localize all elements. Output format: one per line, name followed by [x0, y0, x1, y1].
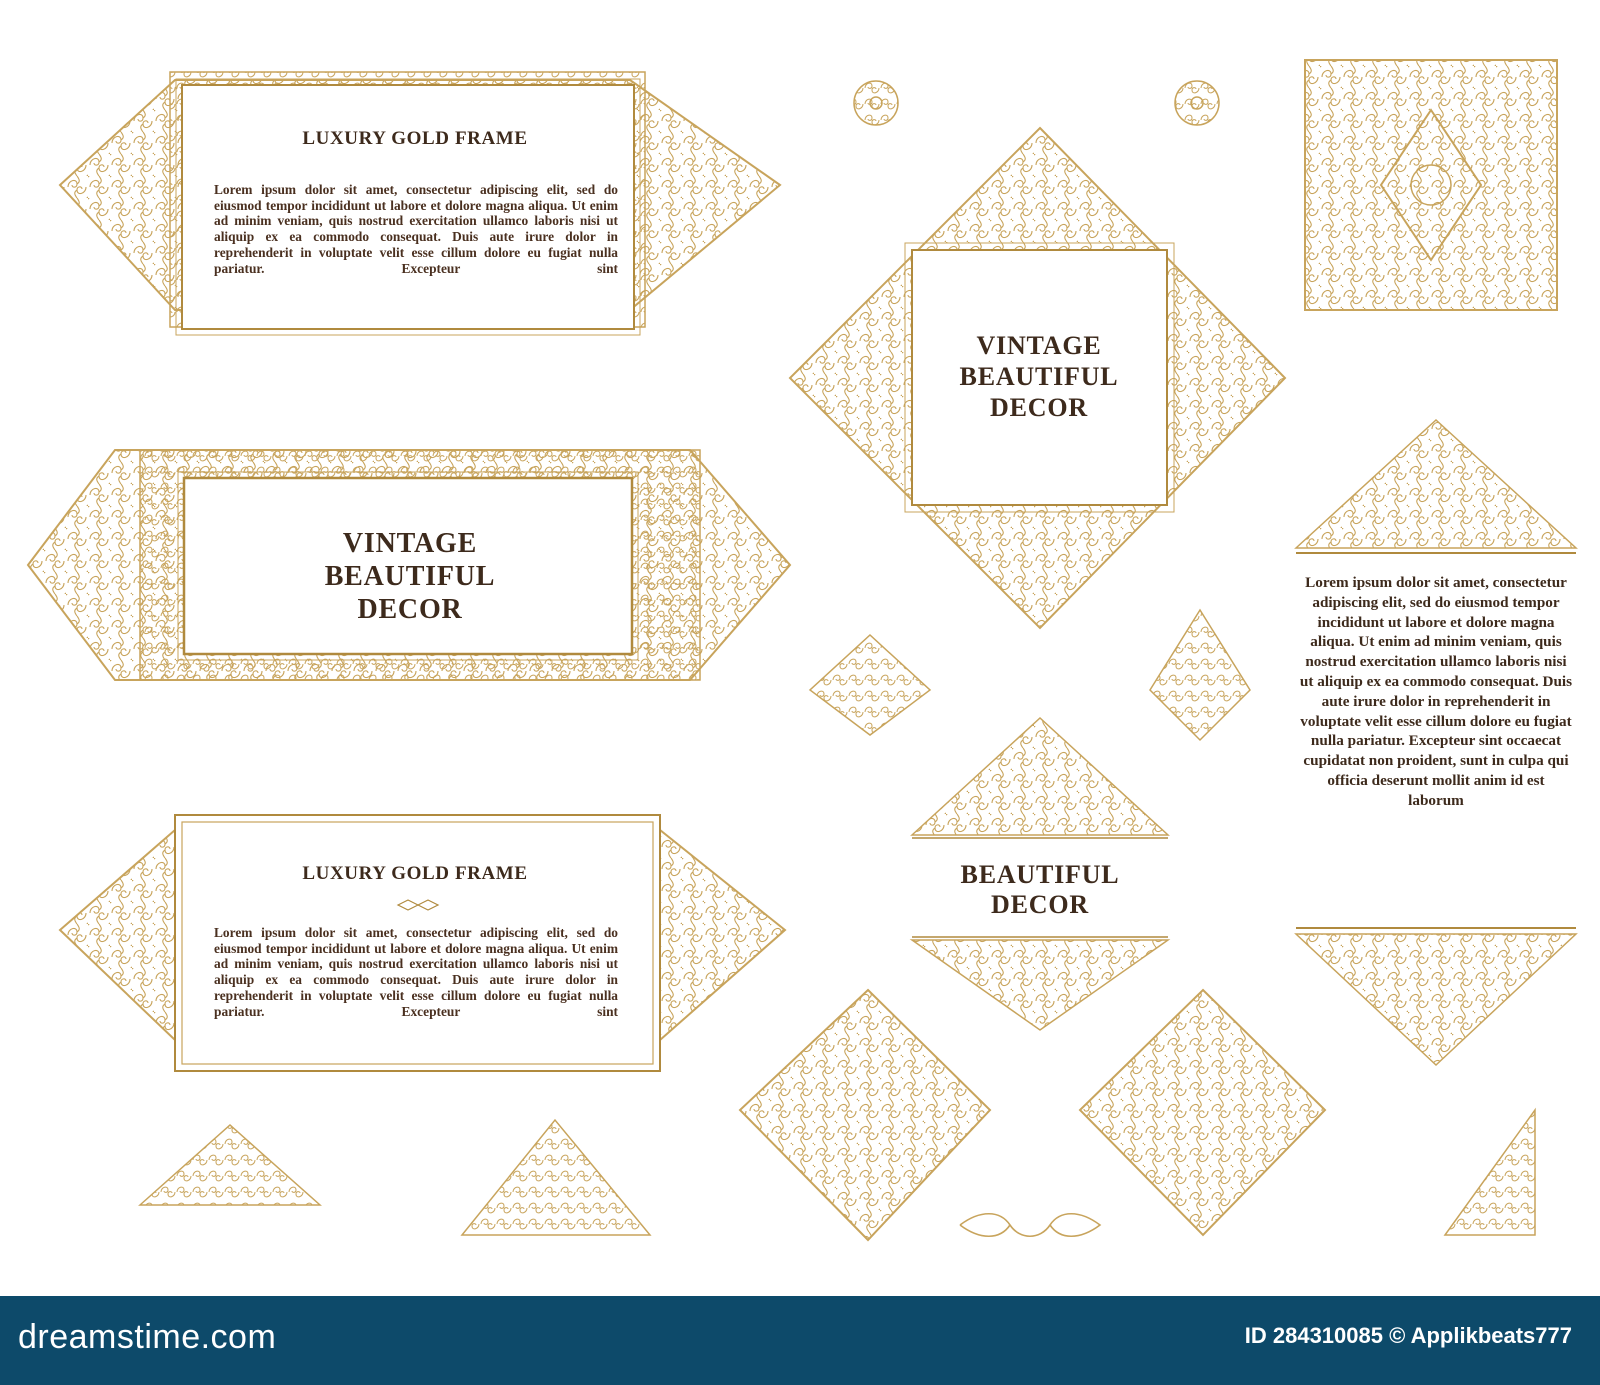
rosette-ornament-1 — [854, 81, 898, 125]
footer-bar — [0, 1296, 1600, 1385]
frame5-title-line1: BEAUTIFUL — [960, 860, 1120, 889]
frame2-title — [250, 527, 570, 626]
frame4-title-line2: BEAUTIFUL — [959, 362, 1119, 391]
frame5-title — [920, 860, 1160, 920]
column-body-text: Lorem ipsum dolor sit amet, consectetur adipiscing elit, sed do eiusmod tempor incididunt ut labore et dolore magna aliqua. Ut enim ad minim veniam, quis nostrud exercitation ullamco laboris nisi ut aliquip ex ea commodo consequat. Duis aute irure dolor in reprehenderit in voluptate velit esse cillum dolore eu fugiat nulla pariatur. Excepteur sint occaecat cupidatat non proident, sunt in culpa qui officia deserunt mollit anim id est laborum — [1299, 574, 1573, 809]
frame3-title: LUXURY GOLD FRAME — [302, 863, 528, 884]
frame3-body: Lorem ipsum dolor sit amet, consectetur adipiscing elit, sed do eiusmod tempor incididunt ut labore et dolore magna aliqua. Ut enim ad minim veniam, quis nostrud exercitation ullamco laboris nisi ut aliquip ex ea commodo consequat. Duis aute irure dolor in reprehenderit in voluptate velit esse cillum dolore eu fugiat nulla pariatur. Excepteur sint — [214, 925, 618, 1019]
frame1-title: LUXURY GOLD FRAME — [302, 128, 528, 149]
frame2-title-line2: BEAUTIFUL — [324, 561, 496, 592]
rosette-ornament-2 — [1175, 81, 1219, 125]
corner-ornament-2 — [462, 1120, 650, 1235]
frame2-title-line1: VINTAGE — [342, 528, 478, 559]
motif-ornament-2 — [1150, 610, 1250, 740]
diamond-ornament-1 — [740, 990, 990, 1240]
frame4-title-line3: DECOR — [990, 393, 1088, 422]
square-tile-ornament — [1305, 60, 1557, 310]
frame1-body: Lorem ipsum dolor sit amet, consectetur adipiscing elit, sed do eiusmod tempor incididunt ut labore et dolore magna aliqua. Ut enim ad minim veniam, quis nostrud exercitation ullamco laboris nisi ut aliquip ex ea commodo consequat. Duis aute irure dolor in reprehenderit in voluptate velit esse cillum dolore eu fugiat nulla pariatur. Excepteur sint — [214, 182, 618, 276]
corner-ornament-1 — [140, 1125, 320, 1205]
frame2-title-line3: DECOR — [357, 594, 463, 625]
divider-ornament — [960, 1214, 1100, 1237]
frame5-title-line2: DECOR — [991, 890, 1089, 919]
frame4-title — [928, 330, 1150, 423]
motif-ornament-1 — [810, 635, 930, 735]
footer-logo[interactable]: dreamstime.com — [18, 1318, 277, 1356]
diamond-ornament-2 — [1080, 990, 1325, 1235]
footer-id-text: ID 284310085 © Applikbeats777 — [1244, 1323, 1572, 1348]
corner-ornament-3 — [1445, 1110, 1535, 1235]
frame4-title-line1: VINTAGE — [976, 331, 1102, 360]
